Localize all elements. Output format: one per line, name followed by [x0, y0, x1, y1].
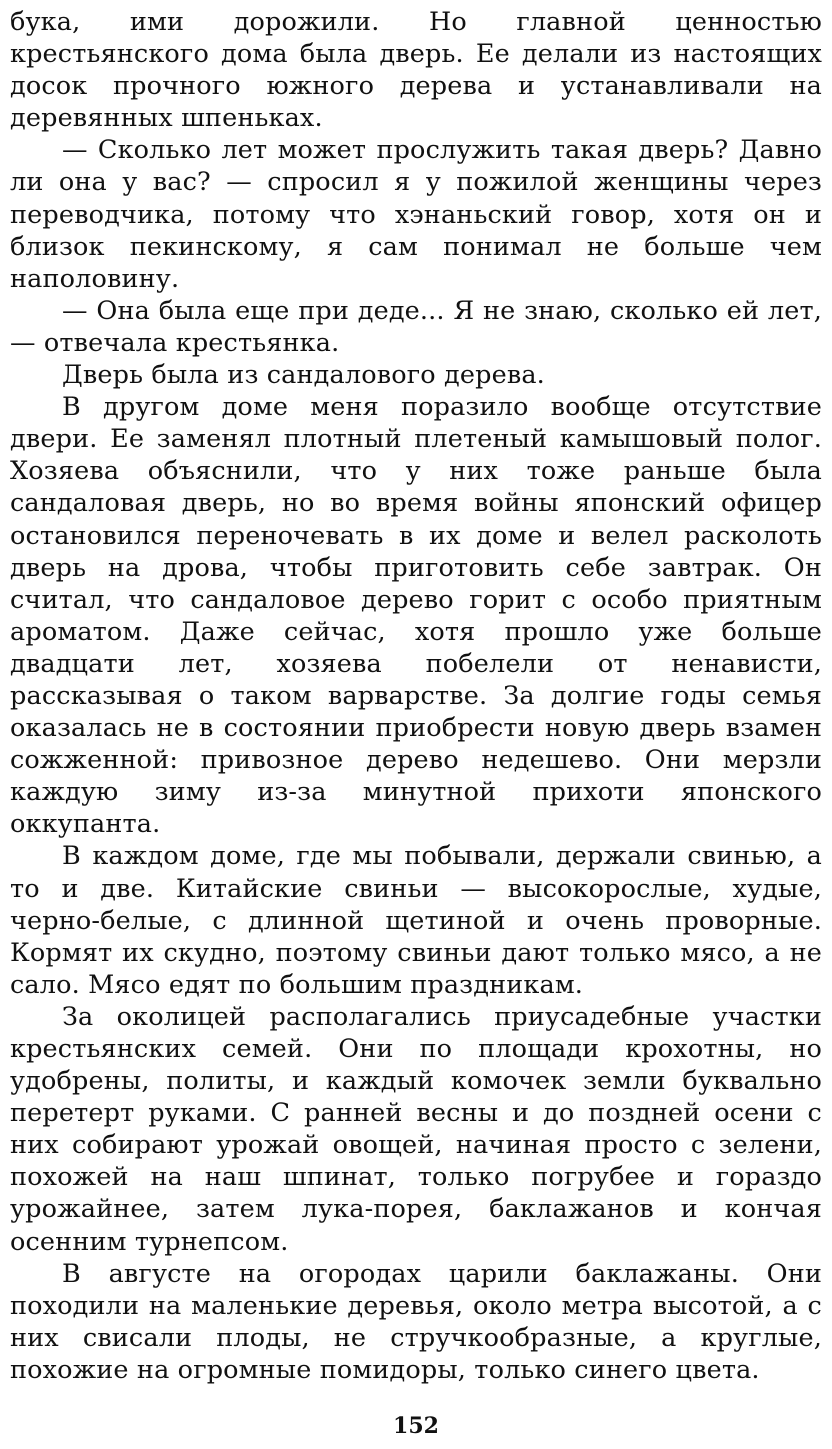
paragraph-7: За околицей располагались приусадебные участки крестьянских семей. Они по площади крохотны, но удобрены, политы, и каждый комочек земли буквально перетерт руками. С ранней весны и до поздней осени с них собирают урожай овощей, начиная просто с зелени, похожей на наш шпинат, только погрубее и гораздо урожайнее, затем лука-порея, баклажанов и кончая осенним турнепсом.: [10, 1001, 822, 1257]
paragraph-8: В августе на огородах царили баклажаны. Они походили на маленькие деревья, около метра высотой, а с них свисали плоды, не стручкообразные, а круглые, похожие на огромные помидоры, только синего цвета.: [10, 1258, 822, 1385]
page-number: 152: [393, 1413, 439, 1439]
paragraph-6: В каждом доме, где мы побывали, держали свинью, а то и две. Китайские свиньи — высокорослые, худые, черно-белые, с длинной щетиной и очень проворные. Кормят их скудно, поэтому свиньи дают только мясо, а не сало. Мясо едят по большим праздникам.: [10, 841, 822, 1000]
paragraph-5: В другом доме меня поразило вообще отсутствие двери. Ее заменял плотный плетеный камышовый полог. Хозяева объяснили, что у них тоже раньше была сандаловая дверь, но во время войны японский офицер остановился переночевать в их доме и велел расколоть дверь на дрова, чтобы приготовить себе завтрак. Он считал, что сандаловое дерево горит с особо приятным ароматом. Даже сейчас, хотя прошло уже больше двадцати лет, хозяева побелели от ненависти, рассказывая о таком варварстве. За долгие годы семья оказалась не в состоянии приобрести новую дверь взамен сожженной: привозное дерево недешево. Они мерзли каждую зиму из-за минутной прихоти японского оккупанта.: [10, 392, 822, 840]
paragraph-2: — Сколько лет может прослужить такая дверь? Давно ли она у вас? — спросил я у пожилой женщины через переводчика, потому что хэнаньский говор, хотя он и близок пекинскому, я сам понимал не больше чем наполовину.: [10, 135, 822, 294]
page-body-text: [10, 6, 822, 1386]
paragraph-1: бука, ими дорожили. Но главной ценностью крестьянского дома была дверь. Ее делали из настоящих досок прочного южного дерева и устанавливали на деревянных шпеньках.: [10, 7, 822, 134]
paragraph-4: Дверь была из сандалового дерева.: [62, 360, 545, 391]
paragraph-3: — Она была еще при деде... Я не знаю, сколько ей лет,— отвечала крестьянка.: [10, 295, 822, 358]
